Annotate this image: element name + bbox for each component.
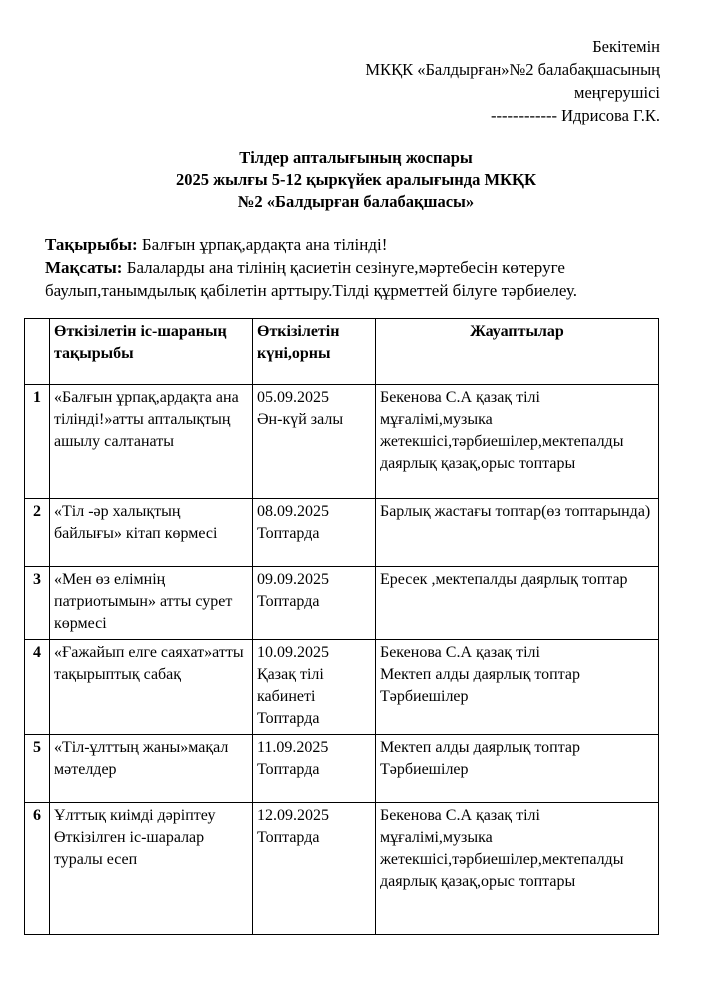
table-row	[25, 803, 659, 935]
row-date-place	[253, 640, 376, 735]
row-date-place	[253, 803, 376, 935]
row-responsible	[376, 803, 659, 935]
row-responsible	[376, 567, 659, 640]
row-responsible	[376, 385, 659, 499]
row-num: 5	[25, 735, 50, 803]
responsible-line: Тәрбиешілер	[380, 761, 469, 778]
approval-line-approve: Бекітемін	[592, 37, 660, 56]
row-date-place	[253, 567, 376, 640]
responsible-line: Барлық жастағы топтар(өз топтарында)	[380, 503, 651, 520]
header-date: Өткізілетін күні,орны	[253, 319, 376, 385]
row-num: 1	[25, 385, 50, 499]
title-line-3: №2 «Балдырған балабақшасы»	[237, 192, 475, 211]
header-responsible: Жауаптылар	[376, 319, 659, 385]
row-num: 4	[25, 640, 50, 735]
approval-line-position: меңгерушісі	[574, 83, 660, 102]
row-date: 05.09.2025	[257, 389, 329, 406]
row-place: Топтарда	[257, 829, 320, 846]
row-num: 2	[25, 499, 50, 567]
row-num: 3	[25, 567, 50, 640]
row-date: 10.09.2025	[257, 644, 329, 661]
row-num: 6	[25, 803, 50, 935]
row-date: 08.09.2025	[257, 503, 329, 520]
row-topic	[50, 803, 253, 935]
document-title	[0, 147, 712, 213]
row-place: Топтарда	[257, 525, 320, 542]
row-date-place	[253, 385, 376, 499]
intro-block	[45, 233, 675, 302]
row-place: Топтарда	[257, 593, 320, 610]
row-date-place	[253, 735, 376, 803]
goal-text: Балаларды ана тілінің қасиетін сезінуге,мәртебесін көтеруге баулып,танымдылық қабілетін арттыру.Тілді құрметтей білуге тәрбиелеу.	[45, 258, 578, 300]
responsible-line: Бекенова С.А қазақ тілі мұғалімі,музыка жетекшісі,тәрбиешілер,мектепалды даярлық қазақ,орыс топтары	[380, 807, 624, 890]
row-topic: «Тіл -әр халықтың байлығы» кітап көрмесі	[50, 499, 253, 567]
table-row	[25, 640, 659, 735]
header-num	[25, 319, 50, 385]
row-date: 09.09.2025	[257, 571, 329, 588]
topic-text: Балғын ұрпақ,ардақта ана тілінді!	[137, 235, 388, 254]
row-date: 12.09.2025	[257, 807, 329, 824]
header-topic: Өткізілетін іс-шараның тақырыбы	[50, 319, 253, 385]
row-responsible	[376, 640, 659, 735]
title-line-2: 2025 жылғы 5-12 қыркүйек аралығында МКҚК	[176, 170, 536, 189]
row-responsible	[376, 499, 659, 567]
responsible-line: Мектеп алды даярлық топтар	[380, 739, 580, 756]
responsible-line: Бекенова С.А қазақ тілі мұғалімі,музыка жетекшісі,тәрбиешілер,мектепалды даярлық қазақ,орыс топтары	[380, 389, 624, 472]
row-responsible	[376, 735, 659, 803]
row-date-place	[253, 499, 376, 567]
approval-line-signature: ------------ Идрисова Г.К.	[491, 106, 660, 125]
row-topic: «Ғажайып елге саяхат»атты тақырыптық сабақ	[50, 640, 253, 735]
row-place: Қазақ тілі кабинеті Топтарда	[257, 666, 324, 727]
table-row	[25, 735, 659, 803]
table-header-row	[25, 319, 659, 385]
row-topic-extra: Өткізілген іс-шаралар туралы есеп	[54, 829, 205, 868]
table-row	[25, 385, 659, 499]
goal-label: Мақсаты:	[45, 258, 123, 277]
row-topic-main: Ұлттық киімді дәріптеу	[54, 807, 216, 824]
responsible-line: Мектеп алды даярлық топтар	[380, 666, 580, 683]
title-line-1: Тілдер апталығының жоспары	[239, 148, 473, 167]
table-row	[25, 499, 659, 567]
row-topic: «Мен өз елімнің патриотымын» атты сурет көрмесі	[50, 567, 253, 640]
row-place: Топтарда	[257, 761, 320, 778]
responsible-line: Тәрбиешілер	[380, 688, 469, 705]
goal-paragraph	[45, 256, 675, 302]
responsible-line: Бекенова С.А қазақ тілі	[380, 644, 540, 661]
row-date: 11.09.2025	[257, 739, 329, 756]
responsible-line: Ересек ,мектепалды даярлық топтар	[380, 571, 628, 588]
row-topic: «Тіл-ұлттың жаны»мақал мәтелдер	[50, 735, 253, 803]
row-topic: «Балғын ұрпақ,ардақта ана тілінді!»атты апталықтың ашылу салтанаты	[50, 385, 253, 499]
approval-block	[240, 35, 660, 127]
row-place: Ән-күй залы	[257, 411, 344, 428]
table-row	[25, 567, 659, 640]
approval-line-org: МКҚК «Балдырған»№2 балабақшасының	[365, 60, 660, 79]
events-table	[24, 318, 659, 935]
topic-paragraph	[45, 233, 675, 256]
topic-label: Тақырыбы:	[45, 235, 138, 254]
